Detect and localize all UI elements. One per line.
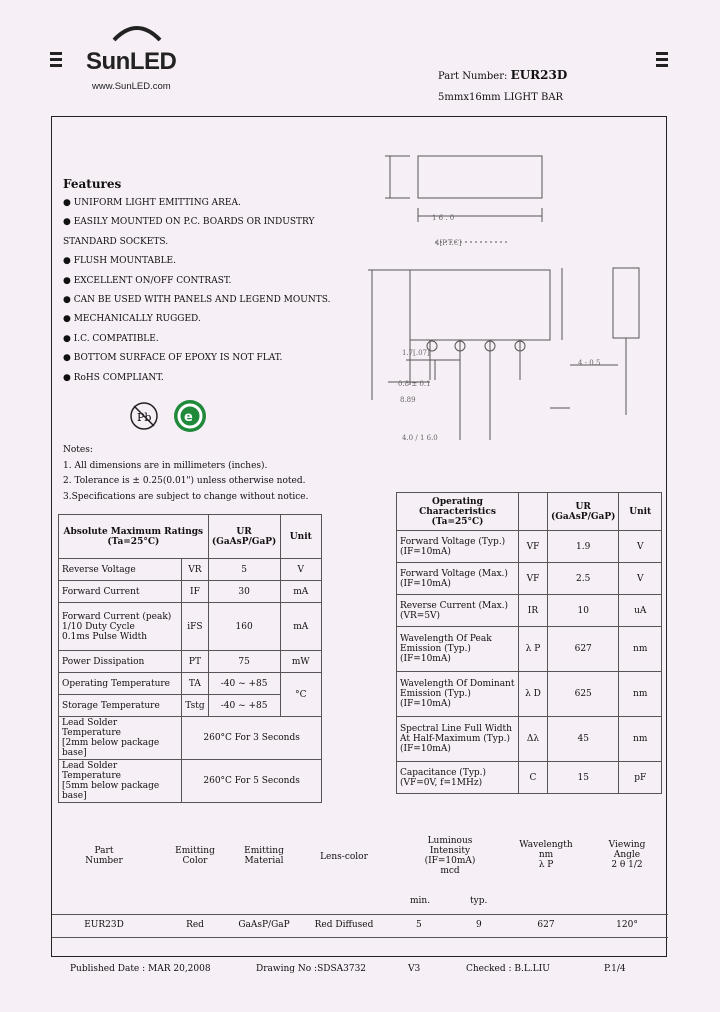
- parts-row-min: 5: [416, 920, 422, 930]
- features-list: [63, 194, 330, 388]
- header-right-bars: [656, 52, 668, 70]
- list-item: ● MECHANICALLY RUGGED.: [63, 314, 201, 325]
- table-row: Forward Current (peak) 1/10 Duty Cycle 0.1ms Pulse Width iFS 160 mA: [59, 603, 322, 651]
- part-number-header: Part Number: EUR23D: [438, 68, 568, 82]
- svg-text:1 6 . 0: 1 6 . 0: [432, 214, 455, 222]
- table-row: Lead Solder Temperature [2mm below package base] 260°C For 3 Seconds: [59, 717, 322, 760]
- parts-row-color: Red: [186, 920, 204, 930]
- parts-row-part: EUR23D: [84, 920, 124, 930]
- table-row: Capacitance (Typ.) (VF=0V, f=1MHz) C 15 pF: [397, 762, 662, 794]
- table-row: Operating Temperature TA -40 ~ +85 °C: [59, 673, 322, 695]
- list-item: ● FLUSH MOUNTABLE.: [63, 256, 176, 267]
- list-item: 3.Specifications are subject to change without notice.: [63, 492, 309, 503]
- parts-header-part: Part Number: [85, 846, 123, 866]
- parts-row-angle: 120°: [616, 920, 638, 930]
- parts-header-angle: Viewing Angle 2 θ 1/2: [608, 840, 646, 870]
- absolute-max-ratings-table: [58, 514, 322, 803]
- parts-row-lens: Red Diffused: [314, 920, 374, 930]
- footer-checked: Checked : B.L.LIU: [466, 964, 550, 974]
- footer-version: V3: [408, 964, 421, 974]
- svg-text:4.0 / 1 6.0: 4.0 / 1 6.0: [402, 434, 438, 442]
- table-row: Forward Voltage (Typ.) (IF=10mA) VF 1.9 V: [397, 531, 662, 563]
- table-row: Power Dissipation PT 75 mW: [59, 651, 322, 673]
- table-row: Spectral Line Full Width At Half-Maximum (Typ.) (IF=10mA) Δλ 45 nm: [397, 717, 662, 762]
- list-item: 1. All dimensions are in millimeters (inches).: [63, 460, 268, 471]
- operating-characteristics-table: [396, 492, 662, 794]
- table-row: Reverse Voltage VR 5 V: [59, 559, 322, 581]
- parts-header-color: Emitting Color: [175, 846, 215, 866]
- table-row: Lead Solder Temperature [5mm below package base] 260°C For 5 Seconds: [59, 760, 322, 803]
- brand-logo: SunLED: [86, 48, 177, 75]
- table-row: Forward Voltage (Max.) (IF=10mA) VF 2.5 V: [397, 563, 662, 595]
- parts-header-intensity: Luminous Intensity (IF=10mA) mcd: [424, 836, 476, 876]
- pb-free-icon: [128, 400, 160, 432]
- features-title: Features: [63, 177, 122, 191]
- list-item: ● UNIFORM LIGHT EMITTING AREA.: [63, 198, 241, 208]
- svg-text:Pb: Pb: [137, 411, 152, 424]
- footer-drawing: Drawing No :SDSA3732: [256, 964, 367, 974]
- table-row: Storage Temperature Tstg -40 ~ +85: [59, 695, 322, 717]
- list-item: ● CAN BE USED WITH PANELS AND LEGEND MOUNTS.: [63, 295, 331, 306]
- parts-subheader-min: min.: [410, 896, 431, 906]
- parts-row-wavelength: 627: [537, 920, 555, 930]
- table-header: Operating Characteristics (Ta=25°C) UR (GaAsP/GaP) Unit: [397, 493, 662, 531]
- svg-text:0.8 ± 0.1: 0.8 ± 0.1: [398, 380, 431, 388]
- parts-header-material: Emitting Material: [244, 846, 284, 866]
- svg-text:1.7[.07]: 1.7[.07]: [402, 349, 430, 357]
- parts-divider-bottom: [52, 937, 668, 938]
- footer-published: Published Date : MAR 20,2008: [70, 964, 211, 974]
- parts-row-material: GaAsP/GaP: [238, 920, 290, 930]
- list-item: ● EASILY MOUNTED ON P.C. BOARDS OR INDUSTRY: [63, 217, 315, 228]
- parts-header-wavelength: Wavelength nm λ P: [519, 840, 573, 870]
- list-item: 2. Tolerance is ± 0.25(0.01") unless otherwise noted.: [63, 476, 306, 487]
- subtitle: 5mmx16mm LIGHT BAR: [438, 92, 564, 103]
- parts-header-lens: Lens-color: [320, 852, 368, 862]
- list-item: ● I.C. COMPATIBLE.: [63, 333, 159, 344]
- table-row: Reverse Current (Max.) (VR=5V) IR 10 uA: [397, 595, 662, 627]
- svg-text:8.89: 8.89: [400, 396, 416, 404]
- footer-page: P.1/4: [604, 964, 626, 974]
- table-header: Absolute Maximum Ratings (Ta=25°C) UR (GaAsP/GaP) Unit: [59, 515, 322, 559]
- parts-row-typ: 9: [476, 920, 482, 930]
- notes-title: Notes:: [63, 445, 93, 455]
- package-dimension-drawing: [340, 150, 660, 450]
- table-row: Wavelength Of Dominant Emission (Typ.) (IF=10mA) λ D 625 nm: [397, 672, 662, 717]
- notes: [63, 443, 309, 506]
- list-item: ● EXCELLENT ON/OFF CONTRAST.: [63, 275, 232, 286]
- logo-arc-icon: [112, 22, 162, 42]
- table-row: Forward Current IF 30 mA: [59, 581, 322, 603]
- table-row: Wavelength Of Peak Emission (Typ.) (IF=10mA) λ P 627 nm: [397, 627, 662, 672]
- list-item: STANDARD SOCKETS.: [63, 236, 169, 247]
- svg-text:4 - 0.5: 4 - 0.5: [578, 359, 601, 367]
- parts-subheader-typ: typ.: [470, 896, 488, 906]
- parts-divider-top: [52, 914, 668, 915]
- svg-text:4[P.T.C]: 4[P.T.C]: [435, 239, 462, 247]
- header-left-bars: [50, 52, 62, 70]
- list-item: ● BOTTOM SURFACE OF EPOXY IS NOT FLAT.: [63, 353, 283, 364]
- brand-url[interactable]: www.SunLED.com: [92, 81, 171, 92]
- svg-text:e: e: [184, 410, 193, 425]
- rohs-recycle-icon: [172, 398, 208, 434]
- list-item: ● RoHS COMPLIANT.: [63, 372, 164, 383]
